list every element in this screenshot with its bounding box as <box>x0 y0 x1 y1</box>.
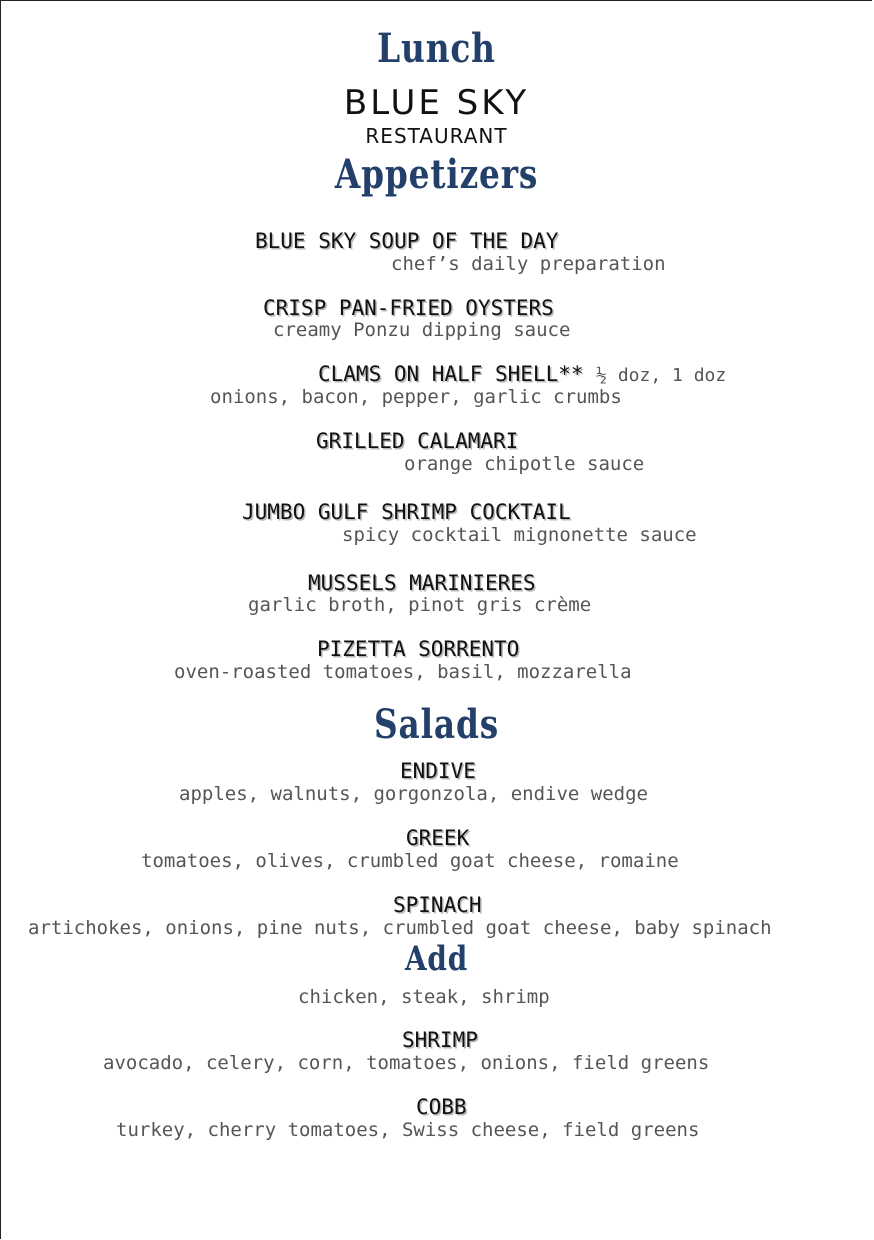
menu-item-desc: garlic broth, pinot gris crème <box>248 594 592 616</box>
menu-item-name: JUMBO GULF SHRIMP COCKTAIL <box>242 500 571 524</box>
menu-item-desc: apples, walnuts, gorgonzola, endive wedge <box>179 783 648 805</box>
menu-item-desc: avocado, celery, corn, tomatoes, onions, field greens <box>103 1052 710 1074</box>
meal-heading: Lunch <box>377 25 496 72</box>
menu-item-name: GRILLED CALAMARI <box>316 429 519 453</box>
menu-item-name: ENDIVE <box>400 759 476 783</box>
menu-item-name: MUSSELS MARINIERES <box>308 571 536 595</box>
restaurant-subtitle: RESTAURANT <box>365 124 508 148</box>
menu-item-name: BLUE SKY SOUP OF THE DAY <box>255 229 559 253</box>
menu-item-desc: turkey, cherry tomatoes, Swiss cheese, field greens <box>116 1119 700 1141</box>
menu-item-desc: artichokes, onions, pine nuts, crumbled goat cheese, baby spinach <box>28 917 772 939</box>
menu-item-desc: tomatoes, olives, crumbled goat cheese, romaine <box>141 850 679 872</box>
menu-item-name: CLAMS ON HALF SHELL** ½ doz, 1 doz <box>318 362 727 386</box>
menu-item-name: CRISP PAN-FRIED OYSTERS <box>263 296 554 320</box>
menu-item-desc: creamy Ponzu dipping sauce <box>273 319 571 341</box>
appetizers-heading: Appetizers <box>334 151 539 198</box>
menu-item-desc: spicy cocktail mignonette sauce <box>342 524 697 546</box>
menu-item-desc: orange chipotle sauce <box>404 453 645 475</box>
add-options: chicken, steak, shrimp <box>298 986 550 1008</box>
menu-item-price: ½ doz, 1 doz <box>596 365 727 386</box>
menu-item-desc: oven-roasted tomatoes, basil, mozzarella <box>174 661 632 683</box>
restaurant-name: BLUE SKY <box>343 83 530 123</box>
menu-item-name: SHRIMP <box>402 1028 478 1052</box>
salads-heading: Salads <box>374 701 499 748</box>
menu-item-name: GREEK <box>406 826 470 850</box>
menu-item-name: SPINACH <box>393 893 482 917</box>
menu-item-name: PIZETTA SORRENTO <box>317 637 520 661</box>
menu-item-desc: chef’s daily preparation <box>391 253 666 275</box>
menu-item-name: COBB <box>416 1095 467 1119</box>
menu-item-desc: onions, bacon, pepper, garlic crumbs <box>210 386 622 408</box>
add-heading: Add <box>404 939 469 979</box>
